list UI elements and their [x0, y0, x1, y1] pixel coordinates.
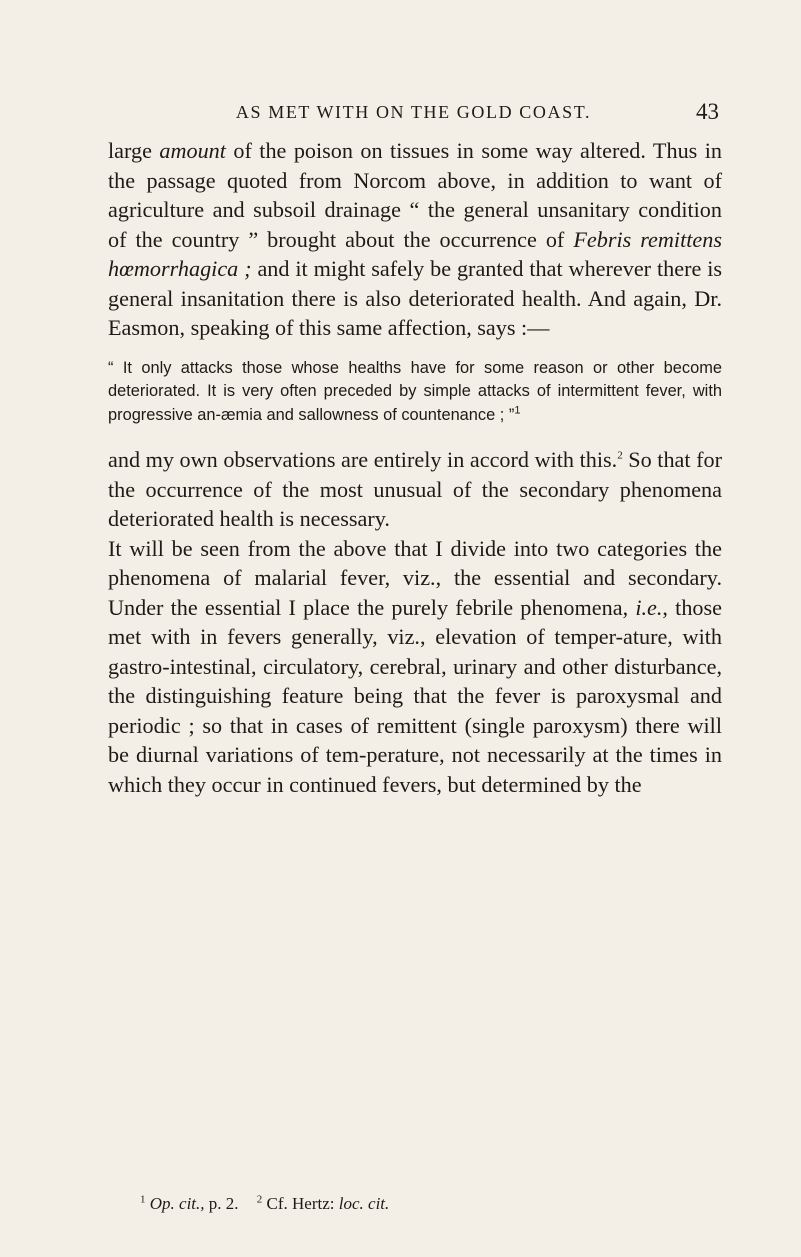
footnote-2 [257, 1194, 390, 1213]
footnotes [140, 1194, 403, 1214]
paragraph-text: , those met with in fevers generally, viz., elevation of temper-ature, with gastro-intestinal, circulatory, cerebral, urinary and other disturbance, the distinguishing feature being that the fever is paroxysmal and periodic ; so that in cases of remittent (single paroxysm) there will be diurnal variations of tem-perature, not necessarily at the times in which they occur in continued fevers, but determined by the [108, 594, 722, 797]
page-number: 43 [696, 99, 719, 124]
paragraph-1 [108, 136, 722, 343]
body-text [108, 136, 722, 799]
footnote-mark: 1 [140, 1193, 146, 1206]
paragraph-text: and it might safely be granted that wherever there is general insanitation there is also deteriorated health. And again, Dr. Easmon, speaking of this same affection, says :— [108, 256, 722, 340]
page-header [108, 99, 719, 130]
paragraph-text: large [108, 138, 160, 163]
footnote-ref: 2 [617, 449, 623, 462]
footnote-italic: loc. cit. [338, 1194, 390, 1213]
footnote-text: Cf. Hertz: [266, 1194, 339, 1213]
paragraph-2 [108, 445, 722, 534]
paragraph-text: of the poison on tissues in some way altered. Thus in the passage quoted from Norcom above, in addition to want of agriculture and subsoil drainage “ the general unsanitary condition of the country ” brought about the occurrence of [108, 138, 722, 252]
footnote-ref: 1 [514, 404, 521, 417]
block-quote [108, 357, 722, 428]
quote-text: “ It only attacks those whose healths have for some reason or other become deteriorated. It is very often preceded by simple attacks of intermittent fever, with progressive an-æmia and sallowness of countenance ; ” [108, 358, 722, 424]
paragraph-text: and my own observations are entirely in accord with this. [108, 447, 618, 472]
footnote-text: p. 2. [204, 1194, 239, 1213]
italic-term-amount: amount [159, 138, 226, 163]
paragraph-3 [108, 534, 722, 800]
running-head: AS MET WITH ON THE GOLD COAST. [235, 102, 592, 122]
paragraph-text: It will be seen from the above that I divide into two categories the phenomena of malarial fever, viz., the essential and secondary. Under the essential I place the purely febrile phenomena, [108, 535, 722, 620]
footnote-italic: Op. cit., [149, 1194, 205, 1213]
paragraph-text: So that for the occurrence of the most unusual of the secondary phenomena deteriorated health is necessary. [108, 447, 723, 531]
footnote-mark: 2 [256, 1193, 263, 1206]
italic-term-febris: Febris remittens hœmorrhagica ; [108, 226, 722, 281]
footnote-1 [140, 1194, 239, 1213]
italic-term-ie: i.e. [635, 594, 663, 620]
